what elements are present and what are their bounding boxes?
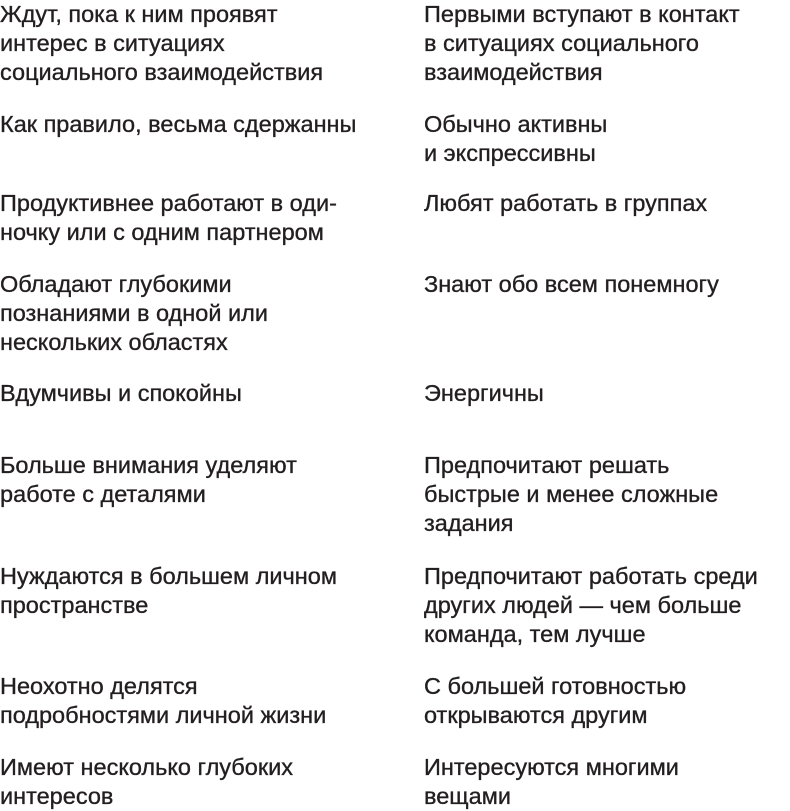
extravert-trait: Обычно активны и экспрессивны: [424, 111, 608, 166]
extravert-trait: Любят работать в группах: [424, 190, 708, 216]
introvert-trait: Нуждаются в большем личном пространстве: [0, 563, 337, 618]
extravert-trait: Знают обо всем понемногу: [424, 271, 719, 297]
extravert-trait: Предпочитают работать среди других людей — чем больше команда, тем лучше: [424, 563, 758, 647]
introvert-trait: Неохотно делятся подробностями личной жизни: [0, 673, 327, 728]
extravert-trait: Энергичны: [424, 380, 544, 406]
extravert-trait: Интересуются многими вещами: [424, 754, 679, 809]
introvert-trait: Вдумчивы и спокойны: [0, 380, 242, 406]
introvert-trait: Имеют несколько глубоких интересов: [0, 754, 293, 809]
introvert-trait: Как правило, весьма сдержанны: [0, 111, 357, 137]
introvert-trait: Продуктивнее работают в оди- ночку или с одним партнером: [0, 190, 337, 245]
introvert-trait: Обладают глубокими познаниями в одной или нескольких областях: [0, 271, 268, 355]
extravert-trait: С большей готовностью открываются другим: [424, 673, 687, 728]
extravert-trait: Предпочитают решать быстрые и менее сложные задания: [424, 452, 719, 536]
extravert-trait: Первыми вступают в контакт в ситуациях социального взаимодействия: [424, 1, 740, 85]
introvert-trait: Ждут, пока к ним проявят интерес в ситуациях социального взаимодействия: [0, 1, 324, 85]
introvert-trait: Больше внимания уделяют работе с деталями: [0, 452, 297, 507]
